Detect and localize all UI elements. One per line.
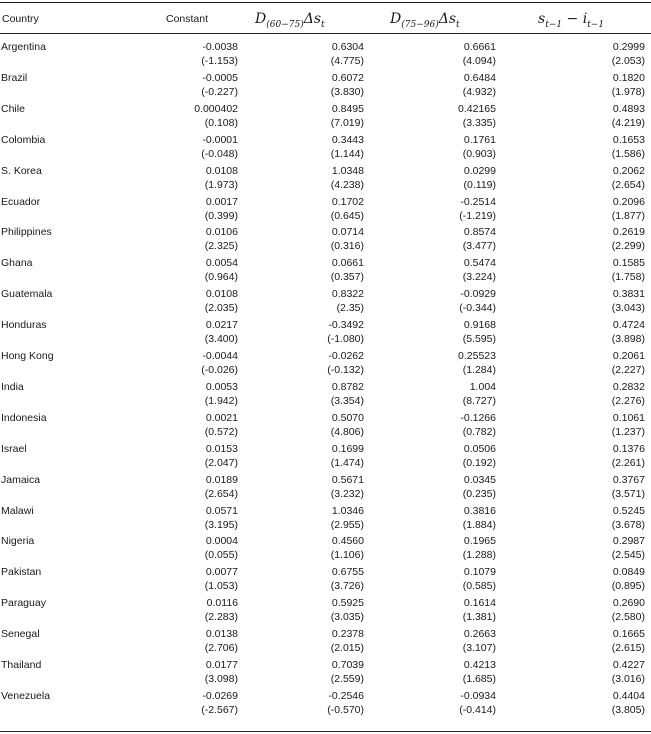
d7596-t-statistic: (4.094)	[462, 55, 496, 67]
constant-t-statistic: (3.195)	[204, 518, 238, 531]
constant-coefficient: 0.0077	[205, 566, 238, 579]
header-dummy-60-75-tail: Δs	[303, 11, 321, 27]
spread-coefficient: 0.2062	[612, 164, 645, 177]
d6075-coefficient: -0.0262	[328, 350, 364, 362]
header-dummy-60-75-tail-sub: t	[321, 19, 325, 30]
spread-t-statistic: (3.043)	[611, 302, 645, 315]
d6075-t-statistic: (4.238)	[330, 178, 364, 191]
constant-t-statistic: (-0.227)	[201, 85, 238, 98]
country-name: Hong Kong	[1, 350, 54, 362]
spread-coefficient: 0.0849	[612, 566, 645, 579]
constant-t-statistic: (-2.567)	[201, 703, 238, 716]
country-name: Brazil	[1, 71, 28, 84]
country-name: Ghana	[1, 257, 33, 270]
d7596-t-statistic: (-0.344)	[459, 302, 496, 315]
country-name: S. Korea	[1, 164, 42, 177]
d6075-t-statistic: (0.316)	[330, 240, 364, 253]
constant-t-statistic: (2.283)	[204, 611, 238, 624]
header-dummy-60-75-base: D	[255, 11, 267, 27]
spread-t-statistic: (3.805)	[611, 703, 645, 716]
spread-t-statistic: (3.571)	[611, 487, 645, 500]
d6075-t-statistic: (3.354)	[330, 394, 364, 407]
spread-t-statistic: (1.877)	[611, 209, 645, 222]
table-row	[0, 349, 651, 380]
d7596-t-statistic: (0.235)	[462, 487, 496, 500]
d7596-coefficient: 0.0506	[463, 442, 496, 455]
constant-t-statistic: (0.572)	[204, 425, 238, 438]
country-name: Indonesia	[1, 411, 47, 424]
spread-coefficient: 0.2619	[612, 226, 645, 239]
d6075-coefficient: 1.0346	[331, 504, 364, 517]
d7596-t-statistic: (-1.219)	[459, 209, 496, 222]
d7596-coefficient: 0.9168	[463, 319, 496, 332]
d6075-t-statistic: (1.144)	[330, 147, 364, 160]
table-row	[0, 164, 651, 195]
spread-t-statistic: (2.053)	[611, 55, 645, 67]
d7596-coefficient: 0.25523	[458, 350, 496, 362]
d6075-coefficient: 0.1702	[331, 195, 364, 208]
table-row	[0, 225, 651, 256]
d7596-t-statistic: (4.932)	[462, 85, 496, 98]
table-bottom-rule	[0, 731, 651, 732]
constant-t-statistic: (1.053)	[204, 580, 238, 593]
d7596-t-statistic: (3.335)	[462, 116, 496, 129]
table-row	[0, 411, 651, 442]
spread-coefficient: 0.1653	[612, 133, 645, 146]
header-spread-s-sub: t−1	[545, 19, 563, 30]
table-row	[0, 442, 651, 473]
spread-t-statistic: (2.299)	[611, 240, 645, 253]
d6075-coefficient: -0.3492	[328, 319, 364, 332]
spread-t-statistic: (1.586)	[611, 147, 645, 160]
d7596-t-statistic: (1.284)	[462, 364, 496, 376]
constant-t-statistic: (0.108)	[204, 116, 238, 129]
header-spread-i-sub: t−1	[587, 19, 605, 30]
constant-coefficient: 0.0053	[205, 380, 238, 393]
table-row	[0, 473, 651, 504]
d6075-t-statistic: (7.019)	[330, 116, 364, 129]
spread-coefficient: 0.2999	[612, 41, 645, 53]
spread-t-statistic: (1.978)	[611, 85, 645, 98]
country-name: Pakistan	[1, 566, 42, 579]
d6075-coefficient: 0.6072	[331, 71, 364, 84]
d6075-t-statistic: (4.775)	[330, 55, 364, 67]
d7596-t-statistic: (0.119)	[463, 178, 496, 191]
country-name: Honduras	[1, 319, 47, 332]
spread-t-statistic: (1.758)	[611, 271, 645, 284]
d7596-coefficient: 0.1965	[463, 535, 496, 548]
spread-t-statistic: (3.016)	[611, 673, 645, 685]
table-row	[0, 71, 651, 102]
country-name: Venezuela	[1, 689, 51, 702]
d7596-coefficient: 0.42165	[458, 102, 496, 115]
header-dummy-75-96-tail: Δs	[438, 11, 456, 27]
spread-coefficient: 0.3831	[612, 288, 645, 301]
spread-coefficient: 0.4893	[612, 102, 645, 115]
d6075-coefficient: 0.3443	[331, 133, 364, 146]
constant-coefficient: 0.0189	[205, 473, 238, 486]
d7596-t-statistic: (0.903)	[462, 147, 496, 160]
spread-t-statistic: (3.898)	[611, 333, 645, 346]
constant-coefficient: 0.0138	[205, 628, 238, 641]
d7596-coefficient: -0.2514	[460, 195, 496, 208]
d6075-coefficient: 0.6304	[331, 41, 364, 53]
d7596-t-statistic: (0.192)	[462, 456, 496, 469]
header-dummy-60-75-sub: (60−75)	[266, 19, 304, 30]
spread-coefficient: 0.2690	[612, 597, 645, 610]
d7596-coefficient: 0.2663	[463, 628, 496, 641]
d7596-coefficient: 0.5474	[463, 257, 496, 270]
d7596-coefficient: 0.0299	[463, 164, 496, 177]
d6075-t-statistic: (3.726)	[330, 580, 364, 593]
spread-t-statistic: (1.237)	[611, 425, 645, 438]
constant-coefficient: -0.0269	[202, 689, 238, 702]
d6075-t-statistic: (1.106)	[330, 549, 364, 562]
constant-t-statistic: (3.400)	[204, 333, 238, 346]
constant-coefficient: 0.0017	[205, 195, 238, 208]
spread-coefficient: 0.4227	[612, 659, 645, 671]
constant-coefficient: -0.0001	[202, 133, 238, 146]
header-dummy-75-96	[390, 8, 460, 30]
spread-coefficient: 0.2832	[612, 380, 645, 393]
country-name: Thailand	[1, 659, 42, 671]
table-row	[0, 102, 651, 133]
spread-t-statistic: (3.678)	[611, 518, 645, 531]
d6075-t-statistic: (3.035)	[330, 611, 364, 624]
d7596-t-statistic: (-0.414)	[459, 703, 496, 716]
spread-t-statistic: (2.545)	[611, 549, 645, 562]
d6075-coefficient: 0.4560	[331, 535, 364, 548]
table-row	[0, 658, 651, 689]
table-row	[0, 287, 651, 318]
spread-coefficient: 0.4724	[612, 319, 645, 332]
table-row	[0, 318, 651, 349]
constant-coefficient: 0.000402	[194, 102, 238, 115]
country-name: Senegal	[1, 628, 40, 641]
constant-coefficient: -0.0005	[202, 71, 238, 84]
d7596-t-statistic: (8.727)	[462, 394, 496, 407]
constant-coefficient: 0.0021	[205, 411, 238, 424]
header-dummy-75-96-tail-sub: t	[456, 19, 460, 30]
spread-coefficient: 0.2061	[612, 350, 645, 362]
constant-coefficient: 0.0054	[205, 257, 238, 270]
d7596-t-statistic: (0.585)	[462, 580, 496, 593]
constant-t-statistic: (2.706)	[204, 642, 238, 655]
spread-coefficient: 0.1061	[612, 411, 645, 424]
d6075-t-statistic: (2.559)	[330, 673, 364, 685]
d6075-t-statistic: (4.806)	[330, 425, 364, 438]
constant-t-statistic: (0.055)	[204, 549, 238, 562]
constant-t-statistic: (-0.048)	[201, 147, 238, 160]
country-name: Colombia	[1, 133, 46, 146]
country-name: Guatemala	[1, 288, 53, 301]
country-name: Chile	[1, 102, 25, 115]
d6075-coefficient: 0.8322	[331, 288, 364, 301]
spread-coefficient: 0.2096	[612, 195, 645, 208]
constant-t-statistic: (1.973)	[204, 178, 238, 191]
d6075-t-statistic: (-1.080)	[327, 333, 364, 346]
spread-coefficient: 0.3767	[612, 473, 645, 486]
constant-t-statistic: (2.654)	[204, 487, 238, 500]
d6075-coefficient: 0.8495	[331, 102, 364, 115]
spread-t-statistic: (0.895)	[611, 580, 645, 593]
country-name: Philippines	[1, 226, 52, 239]
d7596-t-statistic: (1.381)	[462, 611, 496, 624]
table-row	[0, 40, 651, 71]
constant-t-statistic: (3.098)	[204, 673, 238, 685]
spread-coefficient: 0.2987	[612, 535, 645, 548]
d6075-coefficient: 0.8782	[331, 380, 364, 393]
spread-t-statistic: (2.227)	[611, 364, 645, 376]
d7596-coefficient: 0.0345	[463, 473, 496, 486]
d7596-t-statistic: (3.224)	[462, 271, 496, 284]
constant-t-statistic: (2.035)	[204, 302, 238, 315]
d6075-coefficient: 0.6755	[331, 566, 364, 579]
country-name: Jamaica	[1, 473, 41, 486]
table-row	[0, 689, 651, 720]
header-spread-s: s	[538, 11, 546, 27]
d6075-t-statistic: (1.474)	[330, 456, 364, 469]
table-row	[0, 504, 651, 535]
d6075-coefficient: 0.5925	[331, 597, 364, 610]
d7596-t-statistic: (1.288)	[462, 549, 496, 562]
d7596-coefficient: 0.3816	[463, 504, 496, 517]
d7596-coefficient: 0.6661	[463, 41, 496, 53]
header-constant: Constant	[166, 13, 209, 25]
d7596-t-statistic: (1.884)	[462, 518, 496, 531]
d6075-coefficient: 0.2378	[331, 628, 364, 641]
header-dummy-75-96-sub: (75−96)	[401, 19, 439, 30]
country-name: Paraguay	[1, 597, 46, 610]
d7596-coefficient: 0.6484	[463, 71, 496, 84]
d7596-coefficient: 1.004	[469, 380, 496, 393]
constant-coefficient: 0.0004	[205, 535, 238, 548]
header-rule	[0, 33, 651, 34]
constant-t-statistic: (-1.153)	[201, 55, 238, 67]
table-row	[0, 195, 651, 226]
d6075-coefficient: 0.7039	[331, 659, 364, 671]
constant-coefficient: 0.0108	[205, 288, 238, 301]
table-row	[0, 627, 651, 658]
constant-coefficient: 0.0106	[205, 226, 238, 239]
table-row	[0, 256, 651, 287]
header-spread-minus-i: − i	[562, 11, 588, 27]
d7596-t-statistic: (3.107)	[462, 642, 496, 655]
table-row	[0, 133, 651, 164]
table-row	[0, 565, 651, 596]
d7596-coefficient: 0.1761	[463, 133, 496, 146]
spread-t-statistic: (2.261)	[611, 456, 645, 469]
d6075-t-statistic: (-0.132)	[327, 364, 364, 376]
header-interest-spread	[538, 8, 604, 30]
constant-coefficient: 0.0177	[205, 659, 238, 671]
table-row	[0, 380, 651, 411]
d6075-coefficient: 0.1699	[331, 442, 364, 455]
d7596-coefficient: 0.1079	[463, 566, 496, 579]
constant-t-statistic: (0.399)	[204, 209, 238, 222]
country-name: Nigeria	[1, 535, 35, 548]
spread-t-statistic: (4.219)	[611, 116, 645, 129]
spread-t-statistic: (2.276)	[611, 394, 645, 407]
d7596-t-statistic: (3.477)	[462, 240, 496, 253]
d7596-coefficient: 0.1614	[463, 597, 496, 610]
d6075-coefficient: 0.5671	[331, 473, 364, 486]
table-row	[0, 596, 651, 627]
spread-coefficient: 0.5245	[612, 504, 645, 517]
constant-t-statistic: (2.047)	[204, 456, 238, 469]
country-name: Ecuador	[1, 195, 41, 208]
constant-coefficient: 0.0217	[205, 319, 238, 332]
constant-coefficient: -0.0044	[202, 350, 238, 362]
country-name: India	[1, 380, 24, 393]
spread-coefficient: 0.1820	[612, 71, 645, 84]
d7596-t-statistic: (1.685)	[462, 673, 496, 685]
spread-t-statistic: (2.654)	[611, 178, 645, 191]
d6075-coefficient: 1.0348	[331, 164, 364, 177]
constant-t-statistic: (-0.026)	[201, 364, 238, 376]
d7596-coefficient: -0.0934	[460, 689, 496, 702]
spread-coefficient: 0.4404	[612, 689, 645, 702]
constant-t-statistic: (2.325)	[204, 240, 238, 253]
d6075-t-statistic: (3.830)	[330, 85, 364, 98]
country-name: Israel	[1, 442, 27, 455]
d6075-coefficient: 0.0714	[331, 226, 364, 239]
table-top-rule	[0, 2, 651, 3]
d6075-t-statistic: (2.35)	[336, 302, 364, 315]
spread-coefficient: 0.1376	[612, 442, 645, 455]
d6075-t-statistic: (2.015)	[330, 642, 364, 655]
table-row	[0, 534, 651, 565]
d6075-coefficient: 0.5070	[331, 411, 364, 424]
d6075-t-statistic: (0.357)	[330, 271, 364, 284]
d7596-coefficient: -0.1266	[460, 411, 496, 424]
d6075-t-statistic: (3.232)	[330, 487, 364, 500]
country-name: Malawi	[1, 504, 34, 517]
constant-coefficient: 0.0108	[205, 164, 238, 177]
d7596-coefficient: 0.4213	[463, 659, 496, 671]
constant-t-statistic: (0.964)	[204, 271, 238, 284]
d6075-t-statistic: (-0.570)	[327, 703, 364, 716]
spread-coefficient: 0.1585	[612, 257, 645, 270]
constant-coefficient: 0.0116	[206, 597, 238, 610]
d7596-coefficient: -0.0929	[460, 288, 496, 301]
spread-t-statistic: (2.580)	[611, 611, 645, 624]
d7596-t-statistic: (0.782)	[462, 425, 496, 438]
constant-coefficient: 0.0153	[205, 442, 238, 455]
constant-coefficient: -0.0038	[202, 41, 238, 53]
header-country: Country	[2, 13, 39, 25]
d7596-coefficient: 0.8574	[463, 226, 496, 239]
constant-coefficient: 0.0571	[205, 504, 238, 517]
d6075-t-statistic: (0.645)	[330, 209, 364, 222]
d6075-coefficient: -0.2546	[328, 689, 364, 702]
d7596-t-statistic: (5.595)	[462, 333, 496, 346]
d6075-coefficient: 0.0661	[331, 257, 364, 270]
spread-coefficient: 0.1665	[612, 628, 645, 641]
header-dummy-60-75	[255, 8, 325, 30]
country-name: Argentina	[1, 41, 46, 53]
header-dummy-75-96-base: D	[390, 11, 402, 27]
constant-t-statistic: (1.942)	[204, 394, 238, 407]
spread-t-statistic: (2.615)	[611, 642, 645, 655]
d6075-t-statistic: (2.955)	[330, 518, 364, 531]
